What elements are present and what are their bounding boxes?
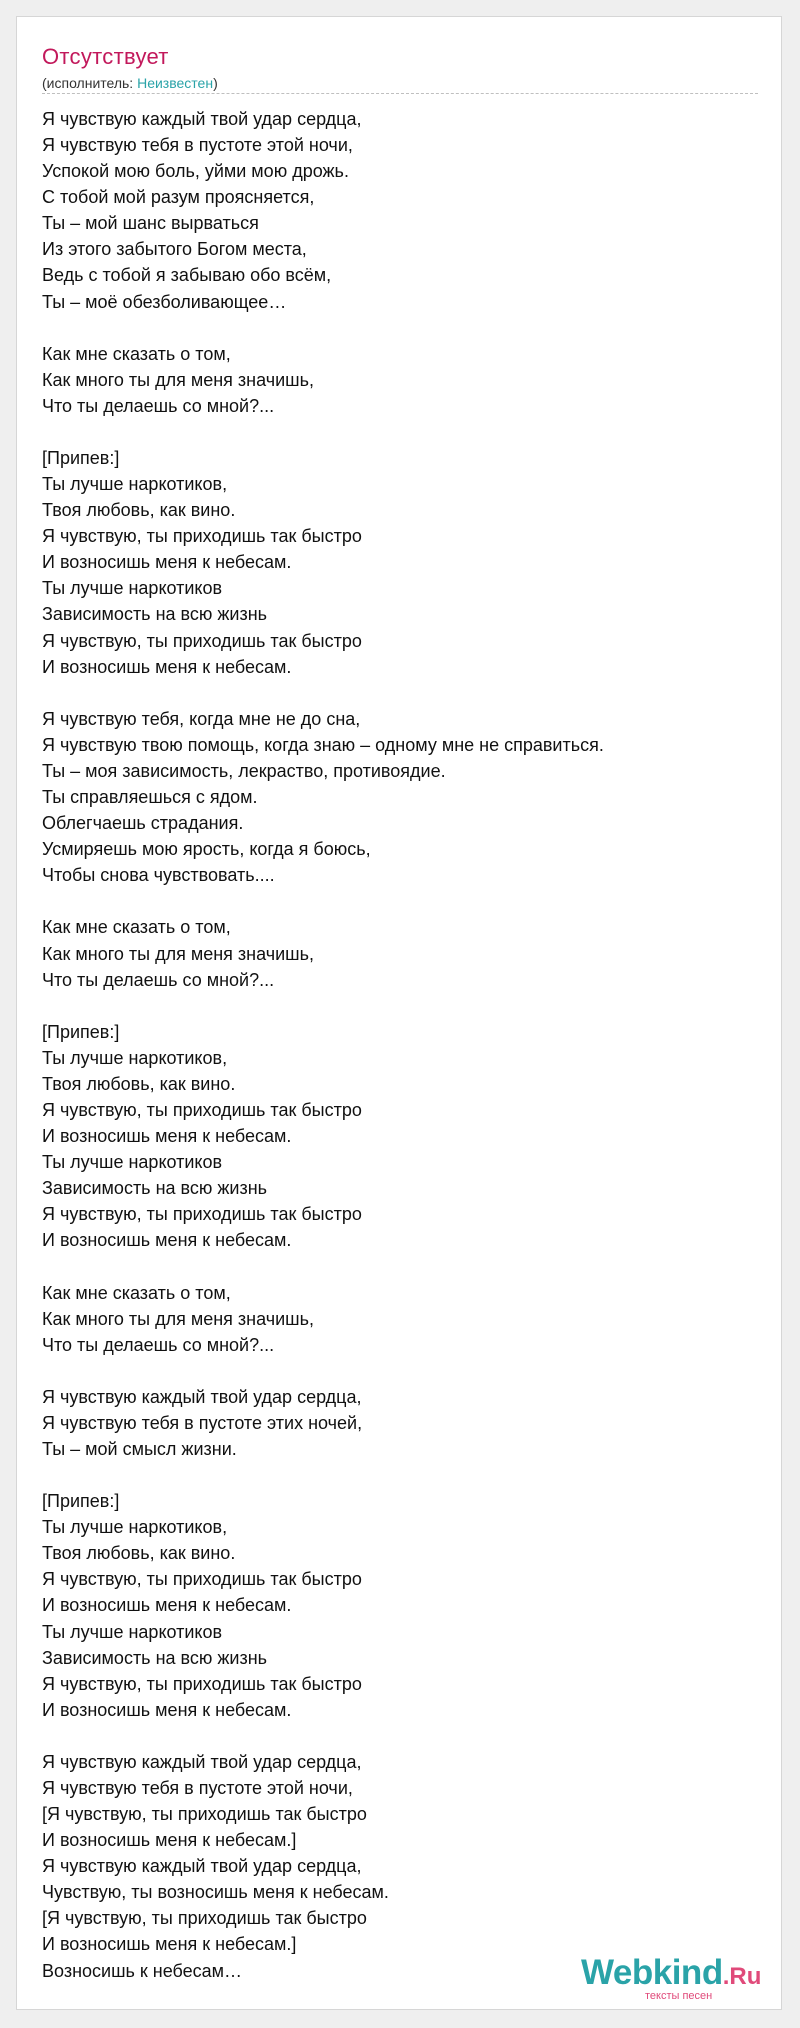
lyrics-line: И возносишь меня к небесам. [42, 1230, 292, 1251]
lyrics-line: Как много ты для меня значишь, [42, 943, 314, 964]
lyrics-line: И возносишь меня к небесам. [42, 1699, 292, 1720]
lyrics-line: Я чувствую каждый твой удар сердца, [42, 109, 362, 129]
lyrics-line: Я чувствую каждый твой удар сердца, [42, 1386, 362, 1407]
lyrics-line: И возносишь меня к небесам.] [42, 1934, 297, 1955]
lyrics-blank-line [42, 888, 758, 914]
lyrics-line: Я чувствую, ты приходишь так быстро [42, 1569, 362, 1590]
artist-line [42, 75, 218, 91]
lyrics-line: Что ты делаешь со мной?... [42, 1334, 275, 1355]
lyrics-line: Ведь с тобой я забываю обо всём, [42, 265, 332, 286]
site-logo[interactable] [581, 1953, 762, 2002]
lyrics-line: Твоя любовь, как вино. [42, 1543, 236, 1564]
lyrics-line: Возносишь к небесам… [42, 1960, 243, 1981]
lyrics-blank-line [42, 315, 758, 341]
artist-suffix: ) [213, 75, 218, 91]
lyrics-line: Как много ты для меня значишь, [42, 369, 314, 390]
lyrics-line: Зависимость на всю жизнь [42, 1178, 268, 1199]
lyrics-line: Я чувствую, ты приходишь так быстро [42, 1204, 362, 1225]
lyrics-line: Из этого забытого Богом места, [42, 239, 307, 260]
lyrics-line: И возносишь меня к небесам. [42, 1595, 292, 1616]
lyrics-line: Я чувствую каждый твой удар сердца, [42, 1751, 362, 1772]
lyrics-blank-line [42, 1358, 758, 1384]
lyrics-line: Ты – моя зависимость, лекраство, противоядие. [42, 760, 446, 781]
song-title: Отсутствует [42, 44, 169, 69]
lyrics-blank-line [42, 680, 758, 706]
lyrics-line: Ты лучше наркотиков, [42, 474, 228, 495]
lyrics-line: Ты лучше наркотиков, [42, 1047, 228, 1068]
lyrics-line: Как мне сказать о том, [42, 917, 231, 938]
lyrics-line: Твоя любовь, как вино. [42, 1073, 236, 1094]
lyrics-line: Чувствую, ты возносишь меня к небесам. [42, 1882, 389, 1903]
lyrics-line: Усмиряешь мою ярость, когда я боюсь, [42, 839, 371, 860]
lyrics-line: [Припев:] [42, 1021, 120, 1042]
lyrics-line: Я чувствую, ты приходишь так быстро [42, 1673, 362, 1694]
lyrics-line: Что ты делаешь со мной?... [42, 969, 275, 990]
lyrics-line: Ты – моё обезболивающее… [42, 291, 287, 312]
lyrics-line: Как много ты для меня значишь, [42, 1308, 314, 1329]
lyrics-line: [Припев:] [42, 448, 120, 469]
lyrics-line: Я чувствую тебя в пустоте этой ночи, [42, 1778, 353, 1798]
lyrics-card [16, 16, 782, 2010]
lyrics-line: Я чувствую, ты приходишь так быстро [42, 1099, 362, 1120]
lyrics-line: Я чувствую твою помощь, когда знаю – одному мне не справиться. [42, 734, 604, 755]
logo-tagline: тексты песен [645, 1990, 713, 2002]
lyrics-line: И возносишь меня к небесам. [42, 552, 292, 573]
lyrics-line: Я чувствую тебя, когда мне не до сна, [42, 708, 361, 729]
lyrics-line: [Припев:] [42, 1491, 120, 1512]
lyrics-line: [Я чувствую, ты приходишь так быстро [42, 1804, 367, 1825]
lyrics-line: Облегчаешь страдания. [42, 813, 244, 834]
lyrics-text [42, 106, 758, 1984]
lyrics-line: Зависимость на всю жизнь [42, 1647, 268, 1668]
lyrics-line: Ты – мой шанс вырваться [42, 213, 259, 234]
lyrics-line: Успокой мою боль, уйми мою дрожь. [42, 161, 349, 182]
lyrics-line: Я чувствую каждый твой удар сердца, [42, 1856, 362, 1877]
artist-link[interactable]: Неизвестен [137, 75, 214, 91]
lyrics-line: Ты справляешься с ядом. [42, 787, 258, 808]
lyrics-line: Чтобы снова чувствовать.... [42, 865, 275, 886]
lyrics-blank-line [42, 1723, 758, 1749]
lyrics-line: Как мне сказать о том, [42, 1282, 231, 1303]
lyrics-line: С тобой мой разум проясняется, [42, 187, 315, 208]
lyrics-line: Как мне сказать о том, [42, 343, 231, 364]
lyrics-line: И возносишь меня к небесам. [42, 656, 292, 677]
lyrics-line: И возносишь меня к небесам.] [42, 1830, 297, 1851]
artist-prefix: (исполнитель: [42, 75, 138, 91]
lyrics-line: Я чувствую тебя в пустоте этих ночей, [42, 1412, 363, 1433]
logo-name: Webkind [581, 1953, 723, 1992]
lyrics-blank-line [42, 419, 758, 445]
lyrics-line: Ты лучше наркотиков, [42, 1517, 228, 1538]
lyrics-line: Ты лучше наркотиков [42, 1152, 223, 1173]
lyrics-blank-line [42, 993, 758, 1019]
lyrics-line: [Я чувствую, ты приходишь так быстро [42, 1908, 367, 1929]
lyrics-line: Я чувствую, ты приходишь так быстро [42, 526, 362, 547]
lyrics-line: Зависимость на всю жизнь [42, 604, 268, 625]
logo-tld: .Ru [722, 1963, 762, 1990]
lyrics-blank-line [42, 1462, 758, 1488]
lyrics-line: Ты – мой смысл жизни. [42, 1438, 237, 1459]
lyrics-line: Я чувствую тебя в пустоте этой ночи, [42, 135, 353, 156]
lyrics-blank-line [42, 1253, 758, 1279]
lyrics-line: Ты лучше наркотиков [42, 1621, 223, 1642]
lyrics-line: Ты лучше наркотиков [42, 578, 223, 599]
lyrics-line: Я чувствую, ты приходишь так быстро [42, 630, 362, 651]
title-divider [42, 93, 758, 94]
lyrics-line: И возносишь меня к небесам. [42, 1126, 292, 1147]
lyrics-line: Что ты делаешь со мной?... [42, 395, 275, 416]
lyrics-line: Твоя любовь, как вино. [42, 500, 236, 521]
